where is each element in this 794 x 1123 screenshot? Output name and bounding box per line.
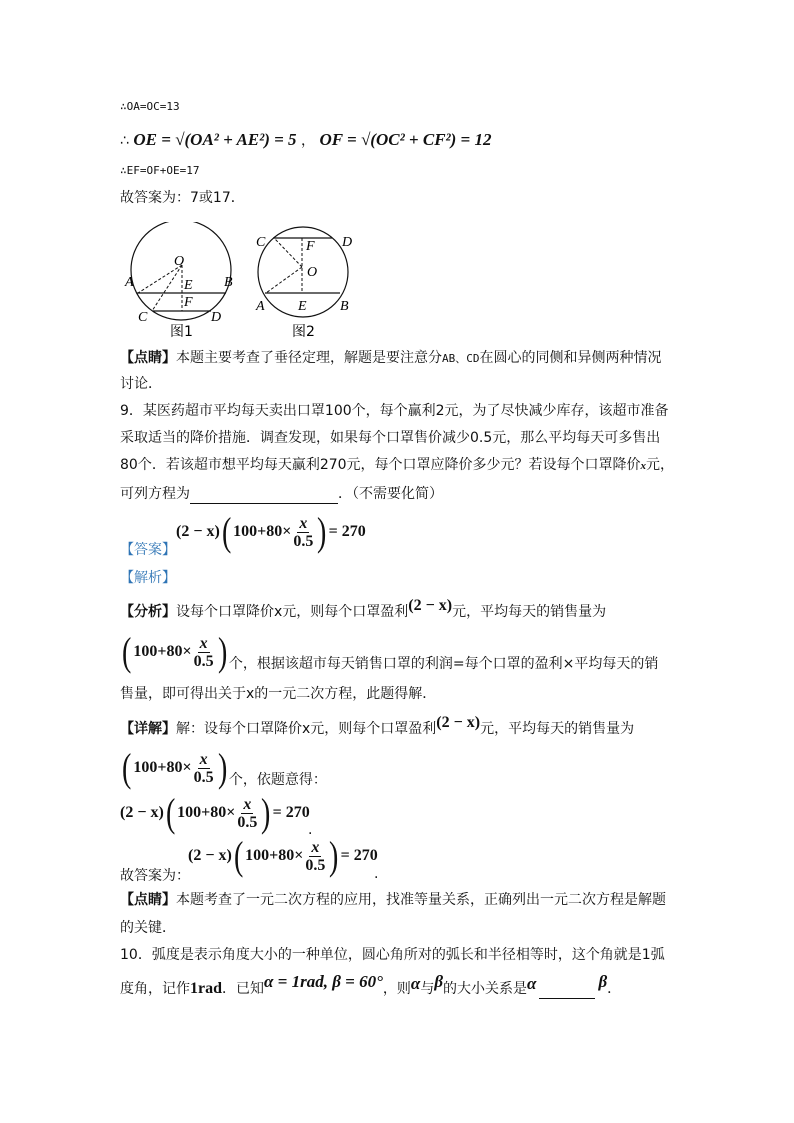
frac-num: x [311, 838, 320, 856]
period: . [308, 822, 313, 838]
question-text: ．（不需要化简） [338, 486, 443, 502]
comment-text: 本题主要考查了垂径定理，解题是要注意分 [176, 350, 442, 366]
question-text: 的大小关系是 [443, 981, 528, 997]
oe-formula: OE = √(OA² + AE²) = 5 [133, 130, 297, 149]
answer-tag: 【答案】 [120, 542, 176, 558]
rad-unit: 1rad [190, 980, 222, 997]
question-10-line [120, 972, 622, 999]
label-a: A [256, 299, 265, 314]
right-paren: ) [217, 745, 227, 790]
detail-tag: 【详解】 [120, 721, 176, 737]
answer-line: 故答案为：7或17． [120, 190, 245, 206]
comment-line [120, 348, 662, 369]
detail-line [120, 745, 327, 790]
alpha-symbol: α [527, 974, 537, 993]
label-d: D [211, 310, 222, 325]
label-d: D [342, 235, 353, 250]
alpha-symbol: α [410, 974, 421, 993]
eq-rhs: = 270 [328, 523, 366, 540]
detail-text: 元，平均每天的销售量为 [480, 721, 635, 737]
detail-line [120, 714, 635, 739]
frac-num: x [299, 514, 308, 532]
right-paren: ) [329, 833, 339, 878]
of-formula: OF = √(OC² + CF²) = 12 [319, 130, 492, 149]
analysis-line [120, 597, 607, 622]
circle-figures [120, 222, 380, 342]
analysis-line [120, 629, 659, 674]
eq-inner: 100+80× [245, 847, 304, 864]
label-f: F [184, 295, 193, 310]
question-9-line: 采取适当的降价措施．调查发现，如果每个口罩售价减少0.5元，那么平均每天可多售出 [120, 430, 661, 446]
question-text: 80个．若该超市想平均每天赢利270元，每个口罩应降价多少元？若设每个口罩降价 [120, 457, 641, 473]
comment-line: 讨论． [120, 376, 162, 392]
analysis-tag: 【解析】 [120, 570, 176, 586]
label-c: C [256, 235, 266, 250]
frac-den: 0.5 [193, 768, 214, 786]
profit-expr: (2 − x) [408, 597, 453, 614]
profit-expr: (2 − x) [436, 714, 481, 731]
separator: ， [301, 133, 316, 149]
answer-blank [539, 982, 595, 999]
question-text: 可列方程为 [120, 486, 190, 502]
question-text: ． [607, 981, 622, 997]
analysis-text: 元，平均每天的销售量为 [452, 604, 607, 620]
eq-factor: (2 − x) [188, 847, 232, 864]
figure-1 [124, 222, 233, 340]
solution-line: ∴OA=OC=13 [120, 100, 180, 113]
detail-text: 个，依题意得： [228, 772, 327, 788]
label-b: B [340, 299, 349, 314]
label-f: F [306, 239, 315, 254]
comment-text: 在圆心的同侧和异侧两种情况 [479, 350, 662, 366]
analysis-line: 售量，即可得出关于x的一元二次方程，此题得解． [120, 686, 437, 702]
therefore-symbol: ∴ [120, 133, 129, 149]
left-paren: ( [121, 745, 132, 790]
eq-rhs: = 270 [340, 847, 378, 864]
variable-x: x [640, 460, 647, 472]
eq-factor: (2 − x) [176, 523, 220, 540]
label-e: E [298, 299, 307, 314]
analysis-text: 设每个口罩降价x元，则每个口罩盈利 [176, 604, 409, 620]
figure-2 [255, 227, 352, 340]
comment-text: 本题考查了一元二次方程的应用，找准等量关系，正确列出一元二次方程是解题 [176, 892, 666, 908]
period: . [374, 866, 379, 882]
question-9-line: 9．某医药超市平均每天卖出口罩100个，每个赢利2元，为了尽快减少库存，该超市准备 [120, 403, 669, 419]
comment-tag: 【点睛】 [120, 350, 176, 366]
eq-rhs: = 270 [272, 804, 310, 821]
frac-num: x [243, 795, 252, 813]
question-text: ．已知 [222, 981, 264, 997]
question-text: 元， [646, 457, 675, 473]
right-paren: ) [317, 509, 327, 554]
comment-segments: AB、CD [442, 352, 480, 365]
frac-den: 0.5 [237, 813, 258, 831]
analysis-text: 个，根据该超市每天销售口罩的利润=每个口罩的盈利×平均每天的销 [228, 656, 659, 672]
figure-2-caption: 图2 [292, 324, 315, 340]
left-paren: ( [221, 509, 232, 554]
figure-1-caption: 图1 [170, 324, 193, 340]
comment-line: 的关键． [120, 920, 176, 936]
detail-text: 解：设每个口罩降价x元，则每个口罩盈利 [176, 721, 437, 737]
analysis-subtag: 【分析】 [120, 604, 176, 620]
solution-formula-line [120, 130, 491, 151]
question-9-line [120, 455, 674, 476]
answer-equation [176, 509, 366, 554]
question-9-line [120, 484, 443, 504]
frac-num: x [199, 634, 208, 652]
label-c: C [138, 310, 148, 325]
left-paren: ( [165, 790, 176, 835]
question-10-line: 10．弧度是表示角度大小的一种单位，圆心角所对的弧长和半径相等时，这个角就是1弧 [120, 947, 665, 963]
right-paren: ) [217, 629, 227, 674]
question-text: 度角，记作 [120, 981, 190, 997]
given-values: α = 1rad, β = 60° [264, 972, 383, 991]
question-text: 与 [420, 981, 435, 997]
frac-num: x [199, 750, 208, 768]
eq-inner: 100+80× [177, 804, 236, 821]
eq-inner: 100+80× [233, 523, 292, 540]
eq-inner: 100+80× [133, 643, 192, 660]
frac-den: 0.5 [305, 856, 326, 874]
left-paren: ( [121, 629, 132, 674]
question-text: ，则 [382, 981, 411, 997]
frac-den: 0.5 [193, 652, 214, 670]
frac-den: 0.5 [293, 532, 314, 550]
left-paren: ( [233, 833, 244, 878]
final-answer-label: 故答案为： [120, 868, 190, 884]
label-o: O [174, 254, 185, 269]
beta-symbol: β [434, 972, 444, 991]
eq-inner: 100+80× [133, 759, 192, 776]
beta-symbol: β [598, 972, 608, 991]
solution-line: ∴EF=OF+OE=17 [120, 164, 200, 177]
comment-tag: 【点睛】 [120, 892, 176, 908]
right-paren: ) [261, 790, 271, 835]
label-b: B [224, 275, 233, 290]
detail-equation [120, 790, 310, 835]
label-o: O [307, 265, 318, 280]
answer-blank [190, 487, 338, 504]
label-a: A [125, 275, 134, 290]
eq-factor: (2 − x) [120, 804, 164, 821]
label-e: E [184, 278, 193, 293]
final-answer-equation [188, 833, 378, 878]
comment-line [120, 890, 666, 910]
